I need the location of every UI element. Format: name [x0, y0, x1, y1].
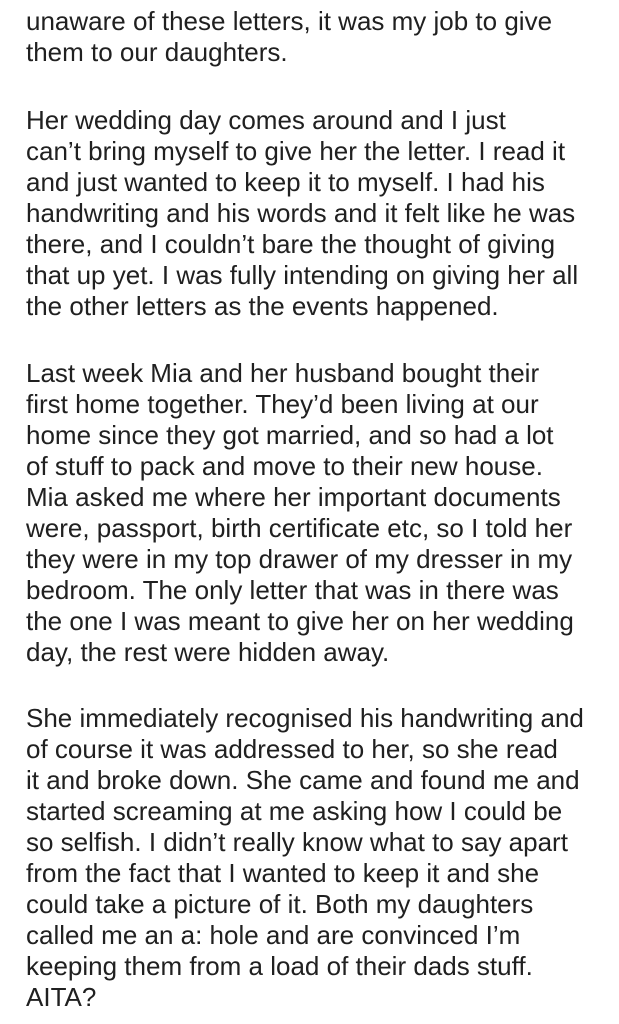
text-line: day, the rest were hidden away.: [26, 637, 390, 667]
text-line: were, passport, birth certificate etc, so I told her: [26, 513, 573, 543]
text-line: they were in my top drawer of my dresser in my: [26, 544, 573, 574]
text-line: handwriting and his words and it felt like he was: [26, 198, 576, 228]
text-line: there, and I couldn’t bare the thought of giving: [26, 229, 556, 259]
text-line: it and broke down. She came and found me and: [26, 765, 580, 795]
text-line: Mia asked me where her important documents: [26, 482, 561, 512]
text-line: that up yet. I was fully intending on giving her all: [26, 260, 579, 290]
text-line: started screaming at me asking how I could be: [26, 796, 563, 826]
text-line: the other letters as the events happened.: [26, 291, 499, 321]
text-line: home since they got married, and so had a lot: [26, 420, 554, 450]
text-line: AITA?: [26, 982, 97, 1012]
text-line: called me an a: hole and are convinced I’m: [26, 920, 521, 950]
text-line: Last week Mia and her husband bought their: [26, 358, 540, 388]
text-line: the one I was meant to give her on her wedding: [26, 606, 574, 636]
text-line: them to our daughters.: [26, 37, 288, 67]
text-line: She immediately recognised his handwriting and: [26, 703, 584, 733]
text-line: unaware of these letters, it was my job to give: [26, 6, 553, 36]
text-line: from the fact that I wanted to keep it and she: [26, 858, 540, 888]
text-line: first home together. They’d been living at our: [26, 389, 539, 419]
text-line: keeping them from a load of their dads stuff.: [26, 951, 533, 981]
text-line: so selfish. I didn’t really know what to say apart: [26, 827, 568, 857]
text-line: of course it was addressed to her, so she read: [26, 734, 558, 764]
text-line: could take a picture of it. Both my daughters: [26, 889, 534, 919]
text-line: can’t bring myself to give her the letter. I read it: [26, 136, 566, 166]
text-line: of stuff to pack and move to their new house.: [26, 451, 543, 481]
text-line: and just wanted to keep it to myself. I had his: [26, 167, 545, 197]
text-line: bedroom. The only letter that was in there was: [26, 575, 559, 605]
text-line: Her wedding day comes around and I just: [26, 105, 506, 135]
